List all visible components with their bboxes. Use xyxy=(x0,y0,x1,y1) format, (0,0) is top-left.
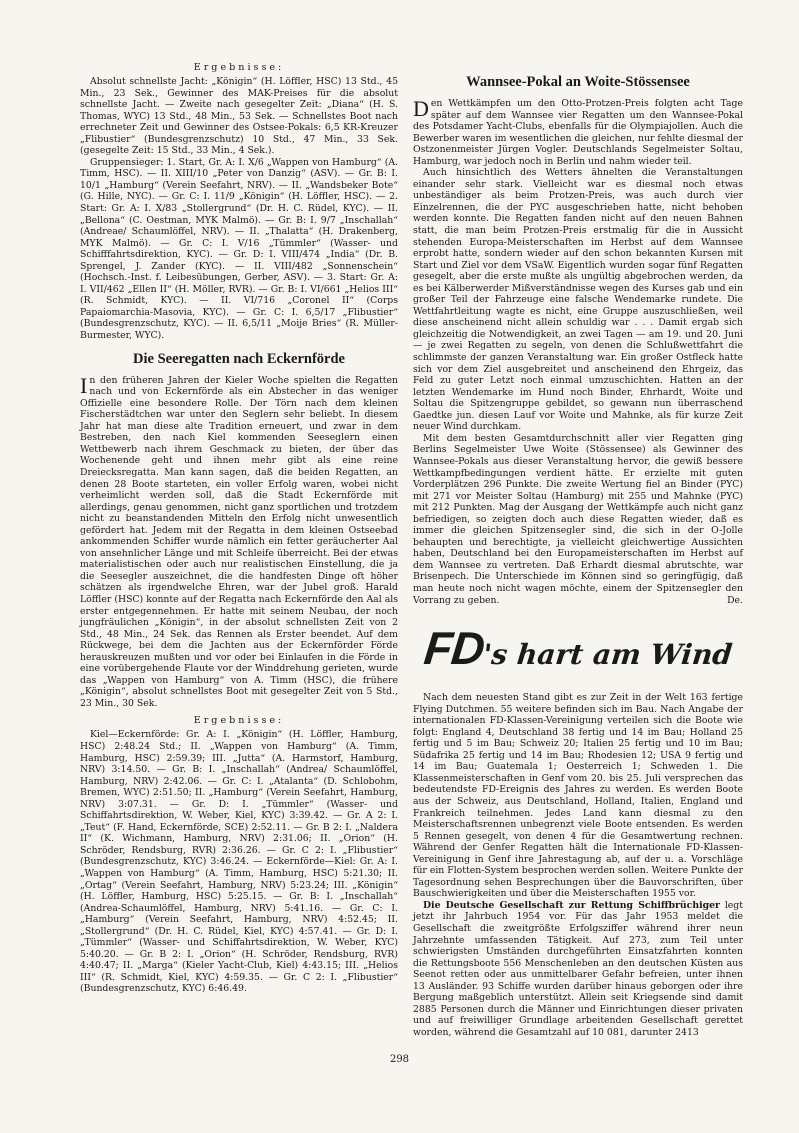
results-label: Ergebnisse: xyxy=(193,715,285,727)
article-paragraph xyxy=(413,98,743,167)
article-paragraph xyxy=(413,433,743,606)
results-paragraph: Kiel—Eckernförde: Gr. A: I. „Königin“ (H. Löffler, Hamburg, HSC) 2:48.24 Std.; II. „Wappen von Hamburg“ (A. Timm, Hamburg, HSC) 2:59.39; III. „Jutta“ (A. Harmstorf, Hamburg, NRV) 3:14.50. — Gr. B: I. „Inschallah“ (Andrea/ Schaumlöffel, Hamburg, NRV) 2:42.06. — Gr. C: I. „Atalanta“ (D. Schlobohm, Bremen, WYC) 2:51.50; II. „Hamburg“ (Verein Seefahrt, Hamburg, NRV) 3:07.31. — Gr. D: I. „Tümmler“ (Wasser- und Schiffahrtsdirektion, W. Weber, Kiel, KYC) 3:39.42. — Gr. A 2: I. „Teut“ (F. Hand, Eckernförde, SCE) 2:52.11. — Gr. B 2: I. „Naldera II“ (K. Wichmann, Hamburg, NRV) 2:31.06; II. „Orion“ (H. Schröder, Rendsburg, RVR) 2:36.26. — Gr. C 2: I. „Flibustier“ (Bundesgrenzschutz, KYC) 3:46.24. — Eckernförde—Kiel: Gr. A: I. „Wappen von Hamburg“ (A. Timm, Hamburg, HSC) 5:21.30; II. „Ortag“ (Verein Seefahrt, Hamburg, NRV) 5:23.24; III. „Königin“ (H. Löffler, Hamburg, HSC) 5:25.15. — Gr. B: I. „Inschallah“ (Andrea-Schaumlöffel, Hamburg, NRV) 5:41.16. — Gr. C: I. „Hamburg“ (Verein Seefahrt, Hamburg, NRV) 4:52.45; II. „Stollergrund“ (Dr. H. C. Rüdel, Kiel, KYC) 4:57.41. — Gr. D: I. „Tümmler“ (Wasser- und Schiffahrtsdirektion, W. Weber, KYC) 5:40.20. — Gr. B 2: I. „Orion“ (H. Schröder, Rendsburg, RVR) 4:40.47; II. „Marga“ (Kieler Yacht-Club, Kiel) 4:43.15; III. „Helios III“ (R. Schmidt, Kiel, KYC) 4:59.35. — Gr. C 2: I. „Flibustier“ (Bundesgrenzschutz, KYC) 6:46.49. xyxy=(80,729,398,995)
article-paragraph: Auch hinsichtlich des Wetters ähnelten die Veranstaltungen einander sehr stark. Vielleicht war es diesmal noch etwas unbeständiger als beim Protzen-Preis, was auch durch vier Einzelrennen, die der PYC ausgeschrieben hatte, nicht behoben werden konnte. Die Regatten fanden nicht auf den neuen Bahnen statt, die man beim Protzen-Preis erstmalig für die in Aussicht stehenden Europa-Meisterschaften im Herbst auf dem Wannsee erprobt hatte, sondern wieder auf den schon bekannten Kursen mit Start und Ziel vor dem VSaW. Eigentlich wurden sogar fünf Regatten gesegelt, aber die erste mußte als ungültig abgebrochen werden, da es bei Kälberwerder Mißverständnisse wegen des Kurses gab und ein großer Teil der Fahrzeuge eine falsche Wendemarke rundete. Die Wettfahrtleitung wagte es nicht, eine Gruppe auszuschließen, weil diese anscheinend nicht allein schuldig war . . . Damit ergab sich gleichzeitig die Notwendigkeit, an zwei Tagen — am 19. und 20. Juni — je zwei Regatten zu segeln, von denen die Schlußwettfahrt die schlimmste der ganzen Veranstaltung war. Ein großer Ostfleck hatte sich vor dem Ziel ausgebreitet und anscheinend den Ehrgeiz, das Feld zu guter Letzt noch einmal umzuschichten. Hatten an der letzten Wendemarke im Hund noch Binder, Ehrhardt, Woite und Soltau die Spitzengruppe gebildet, so gewann nun überraschend Gaedtke jun. diesen Lauf vor Woite und Mahnke, als für kurze Zeit neuer Wind durchkam. xyxy=(413,167,743,433)
fd-article-title xyxy=(410,622,746,682)
right-column xyxy=(413,62,743,1038)
fd-title-main: FD xyxy=(421,622,487,675)
page-number: 298 xyxy=(389,1054,410,1065)
article-paragraph-text: Mit dem besten Gesamtdurchschnitt aller vier Regatten ging Berlins Segelmeister Uwe Woite (Stössensee) als Gewinner des Wannsee-Pokals aus dieser Veranstaltung hervor, die gewiß bessere Wettkampfbedingungen verdient hätte. Er erzielte mit guten Vorderplätzen 296 Punkte. Die zweite Wertung fiel an Binder (PYC) mit 271 vor Meister Soltau (Hamburg) mit 255 und Mahnke (PYC) mit 212 Punkten. Mag der Ausgang der Wettkämpfe auch nicht ganz befriedigen, so zeigten doch auch diese Regatten wieder, daß es immer die gleichen Spitzensegler sind, die sich in der O-Jolle behaupten und berechtigte, ja vielleicht gleichwertige Aussichten haben, Deutschland bei den Europameisterschaften im Herbst auf dem Wannsee zu vertreten. Daß Erhardt diesmal abrutschte, war Brisenpech. Die Unterschiede im Können sind so geringfügig, daß man heute noch nicht wagen möchte, einem der Spitzensegler den Vorrang zu geben. xyxy=(413,432,743,606)
article-heading-wannsee: Wannsee-Pokal an Woite-Stössensee xyxy=(466,74,690,90)
article-paragraph-text: n den früheren Jahren der Kieler Woche spielten die Regatten nach und von Eckernförde als ein Abstecher in das weniger Offizielle eine besondere Rolle. Der Törn nach dem kleinen Fischerstädtchen war unter den Seglern sehr beliebt. In diesem Jahr hat man diese alte Tradition erneuert, und zwar in dem Bestreben, den nach Kiel kommenden Seeseglern einen Wettbewerb nach ihrem Geschmack zu bieten, der über das Wochenende geht und ihnen mehr gibt als eine reine Dreiecksregatta. Man kann sagen, daß die beiden Regatten, an denen 28 Boote starteten, ein voller Erfolg waren, wobei nicht verheimlicht werden soll, daß die Stadt Eckernförde mit allerdings, genau genommen, nicht ganz sportlichen und trotzdem nicht zu beanstandenden Mitteln den Erfolg nicht unwesentlich gefördert hat. Jedem mit der Regatta in dem kleinen Ostseebad ankommenden Schiffer wurde nämlich ein fetter geräucherter Aal von ansehnlicher Länge und mit Schleife überreicht. Bei der etwas materialistischen oder auch nur realistischen Einstellung, die ja die Seesegler auszeichnet, die die handfesten Dinge oft höher schätzen als irgendwelche Ehren, war der Jubel groß. Harald Löffler (HSC) konnte auf der Regatta nach Eckernförde den Aal als erster entgegennehmen. Er hatte mit seinem Neubau, der noch jungfräulichen „Königin“, in der absolut schnellsten Zeit von 2 Std., 48 Min., 24 Sek. das Rennen als Erster beendet. Auf dem Rückwege, bei dem die Jachten aus der Eckernförder Förde herauskreuzen mußten und vor oder bei Einlaufen in die Förde in eine vorübergehende Flaute vor der Winddrehung gerieten, wurde das „Wappen von Hamburg“ von A. Timm (HSC), die frühere „Königin“, absolut schnellstes Boot mit gesegelter Zeit von 5 Std., 23 Min., 30 Sek. xyxy=(80,374,398,709)
drop-cap: I xyxy=(80,372,88,398)
left-column xyxy=(80,62,398,995)
article-paragraph: Nach dem neuesten Stand gibt es zur Zeit in der Welt 163 fertige Flying Dutchmen. 55 weitere befinden sich im Bau. Nach Angabe der internationalen FD-Klassen-Vereinigung verteilen sich die Boote wie folgt: England 4, Deutschland 38 fertig und 14 im Bau; Holland 25 fertig und 5 im Bau; Schweiz 20; Italien 25 fertig und 10 im Bau; Südafrika 25 fertig und 14 im Bau; Rhodesien 12; USA 9 fertig und 14 im Bau; Guatemala 1; Oesterreich 1; Schweden 1. Die Klassenmeisterschaften in Genf vom 20. bis 25. Juli versprechen das bedeutendste FD-Ereignis des Jahres zu werden. Es werden Boote aus der Schweiz, aus Deutschland, Holland, Italien, England und Frankreich teilnehmen. Jedes Land kann diesmal zu den Meisterschaftsrennen unbegrenzt viele Boote entsenden. Es werden 5 Rennen gesegelt, von denen 4 für die Gesamtwertung rechnen. Während der Genfer Regatten hält die Internationale FD-Klassen-Vereinigung in Genf ihre Jahrestagung ab, auf der u. a. Vorschläge für ein Flotten-System besprochen werden sollen. Weitere Punkte der Tagesordnung sehen Besprechungen über die Bauvorschriften, über Bauschwierigkeiten und über die Meisterschaften 1955 vor. xyxy=(413,692,744,900)
fd-title-rest: 's hart am Wind xyxy=(481,638,734,672)
article-paragraph xyxy=(413,900,743,1039)
results-label: Ergebnisse: xyxy=(193,62,285,73)
article-paragraph xyxy=(80,372,398,710)
results-paragraph: Absolut schnellste Jacht: „Königin“ (H. Löffler, HSC) 13 Std., 45 Min., 23 Sek., Gewinner des MAK-Preises für die absolut schnellste Jacht. — Zweite nach gesegelter Zeit: „Diana“ (H. S. Thomas, WYC) 13 Std., 48 Min., 53 Sek. — Schnellstes Boot nach errechneter Zeit und Gewinner des Ostsee-Pokals: 6,5 KR-Kreuzer „Flibustier“ (Bundesgrenzschutz) 10 Std., 47 Min., 33 Sek. (gesegelte Zeit: 15 Std., 33 Min., 4 Sek.). xyxy=(80,76,398,157)
author-signoff: De. xyxy=(727,594,743,606)
article-paragraph-text: legt jetzt ihr Jahrbuch 1954 vor. Für das Jahr 1953 meldet die Gesellschaft die zweitgrößte Erfolgsziffer während ihrer neun Jahrzehnte umfassenden Tätigkeit. Auf 273, zum Teil unter schwierigsten Umständen durchgeführten Einsatzfahrten konnten die Rettungsboote 556 Menschenleben an den deutschen Küsten aus Seenot retten oder aus unmittelbarer Gefahr befreien, unter ihnen 13 Ausländer. 93 Schiffe wurden darüber hinaus geborgen oder ihre Bergung maßgeblich unterstützt. Allein seit Kriegsende sind damit 2885 Personen durch die Männer und Einrichtungen dieser privaten und auf freiwilliger Grundlage arbeitenden Gesellschaft gerettet worden, während die Gesamtzahl auf 10 081, darunter 2413 xyxy=(413,899,743,1038)
drop-cap: D xyxy=(413,96,429,121)
article-paragraph-text: en Wettkämpfen um den Otto-Protzen-Preis folgten acht Tage später auf dem Wannsee vier Regatten um den Wannsee-Pokal des Potsdamer Yacht-Clubs, ebenfalls für die Olympiajollen. Auch die Bewerber waren im wesentlichen die gleichen, nur fehlte diesmal der Ostzonenmeister Jürgen Vogler. Deutschlands Segelmeister Soltau, Hamburg, war jedoch noch in Berlin und nahm wieder teil. xyxy=(413,98,743,167)
results-paragraph: Gruppensieger: 1. Start, Gr. A: I. X/6 „Wappen von Hamburg“ (A. Timm, HSC). — II. XIII/10 „Peter von Danzig“ (ASV). — Gr. B: I. 10/1 „Hamburg“ (Verein Seefahrt, NRV). — II. „Wandsbeker Bote“ (G. Hille, NYC). — Gr. C: I. 11/9 „Königin“ (H. Löffler, HSC). — 2. Start: Gr. A: I. X/83 „Stollergrund“ (Dr. H. C. Rüdel, KYC). — II. „Bellona“ (C. Oestman, MYK Malmö). — Gr. B: I. 9/7 „Inschallah“ (Andreae/ Schaumlöffel, NRV). — II. „Thalatta“ (H. Drakenberg, MYK Malmö). — Gr. C: I. V/16 „Tümmler“ (Wasser- und Schifffahrtsdirektion, KYC). — Gr. D: I. VIII/474 „India“ (Dr. B. Sprengel, J. Zander (KYC). — II. VIII/482 „Sonnenschein“ (Hochsch.-Inst. f. Leibesübungen, Gerber, ASV). — 3. Start: Gr. A: I. VII/462 „Ellen II“ (H. Möller, RVR). — Gr. B: I. VI/661 „Helios III“ (R. Schmidt, KYC). — II. VI/716 „Coronel II“ (Corps Papaiomarchia-Masovia, KYC). — Gr. C: I. 6,5/17 „Flibustier“ (Bundesgrenzschutz, KYC). — II. 6,5/11 „Moije Bries“ (R. Müller-Burmester, WYC). xyxy=(80,156,398,342)
article-heading-eckernfoerde: Die Seeregatten nach Eckernförde xyxy=(133,350,345,367)
dgzrs-lead: Die Deutsche Gesellschaft zur Rettung Schiffbrüchiger xyxy=(423,899,720,911)
